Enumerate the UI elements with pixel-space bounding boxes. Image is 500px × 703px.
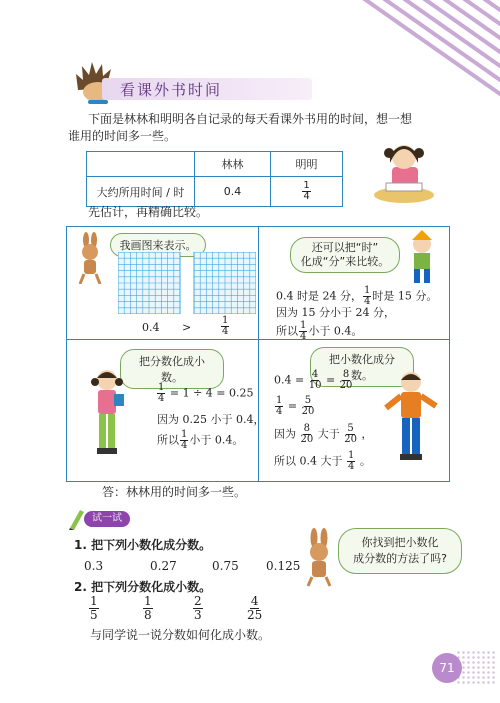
pencil-icon	[66, 508, 86, 530]
boy-with-hat-illustration	[402, 230, 442, 286]
panel2-bubble: 还可以把“时” 化成“分”来比较。	[290, 237, 400, 273]
panel2-line2: 因为 15 分小于 24 分，	[276, 306, 395, 319]
linlin-value: 0.4	[195, 177, 271, 207]
fraction: $\frac{1}{4}$	[303, 180, 310, 202]
answer-text: 答：林林用的时间多一些。	[102, 485, 247, 499]
panel4-eq4: 所以 0.4 大于 $\frac{1}{4}$ 。	[274, 450, 371, 472]
rabbit-icon	[76, 232, 106, 284]
header-mingming: 明明	[271, 152, 343, 177]
fraction-item: $\frac{1}{5}$	[90, 594, 98, 622]
decimal-item: 0.75	[212, 559, 239, 573]
panel3-bubble: 把分数化成小数。	[120, 349, 224, 389]
panel2-line1: 0.4 时是 24 分， $\frac{1}{4}$ 时是 15 分。	[276, 285, 438, 307]
panel4-eq2: $\frac{1}{4}$ = $\frac{5}{20}$	[276, 395, 315, 417]
panel3-line3: 所以 $\frac{1}{4}$ 小于 0.4。	[157, 429, 244, 451]
page-title: 看课外书时间	[120, 81, 223, 99]
panel1-left-value: 0.4	[142, 321, 160, 334]
row-label: 大约所用时间 / 时	[87, 177, 195, 207]
girl-with-pigtails-illustration	[86, 366, 128, 462]
question-1: 1. 把下列小数化成分数。	[74, 538, 212, 552]
panel4-bubble: 把小数化成分数。	[310, 347, 414, 387]
panel4-eq3: 因为 $\frac{8}{20}$ 大于 $\frac{5}{20}$ ，	[274, 423, 373, 445]
decimal-item: 0.125	[266, 559, 301, 573]
intro-line-2: 谁用的时间多一些。	[68, 129, 177, 143]
fraction-item: $\frac{2}{3}$	[194, 594, 202, 622]
reading-girl-illustration	[368, 133, 440, 205]
page-number: 71	[432, 653, 462, 683]
mingming-value	[271, 177, 343, 207]
rabbit-thinking-illustration	[300, 528, 340, 588]
decimal-item: 0.3	[84, 559, 104, 573]
boy-waving-illustration	[384, 368, 438, 468]
section-header	[74, 60, 394, 104]
panel3-equation: $\frac{1}{4}$ = 1 ÷ 4 = 0.25	[158, 382, 254, 404]
intro-line-1: 下面是林林和明明各自记录的每天看课外书用的时间，想一想	[88, 112, 413, 126]
question-3: 与同学说一说分数如何化成小数。	[90, 628, 271, 642]
panel1-bubble: 我画图来表示。	[110, 233, 206, 257]
panel2-line3: 所以 $\frac{1}{4}$ 小于 0.4。	[276, 320, 363, 342]
estimate-text: 先估计，再精确比较。	[88, 205, 209, 219]
reading-time-table	[86, 151, 343, 207]
decimal-grid-diagram	[118, 252, 256, 314]
dot-pattern	[456, 650, 496, 686]
bottom-bubble: 你找到把小数化 成分数的方法了吗?	[338, 528, 462, 574]
try-it-badge	[66, 508, 130, 530]
table-corner	[87, 152, 195, 177]
question-2: 2. 把下列分数化成小数。	[74, 580, 212, 594]
panel-divider-horizontal	[67, 339, 449, 340]
fraction-item: $\frac{4}{25}$	[247, 594, 263, 622]
panel4-eq1: 0.4 = $\frac{4}{10}$ = $\frac{8}{20}$	[274, 369, 353, 391]
header-linlin: 林林	[195, 152, 271, 177]
panel1-fraction: $\frac{1}{4}$	[222, 315, 229, 337]
panel-divider-vertical	[258, 227, 259, 481]
fraction-item: $\frac{1}{8}$	[144, 594, 152, 622]
panel1-compare-sign: >	[182, 321, 192, 334]
decimal-item: 0.27	[150, 559, 177, 573]
try-it-label: 试一试	[84, 511, 130, 527]
panel3-line2: 因为 0.25 小于 0.4，	[157, 413, 265, 426]
